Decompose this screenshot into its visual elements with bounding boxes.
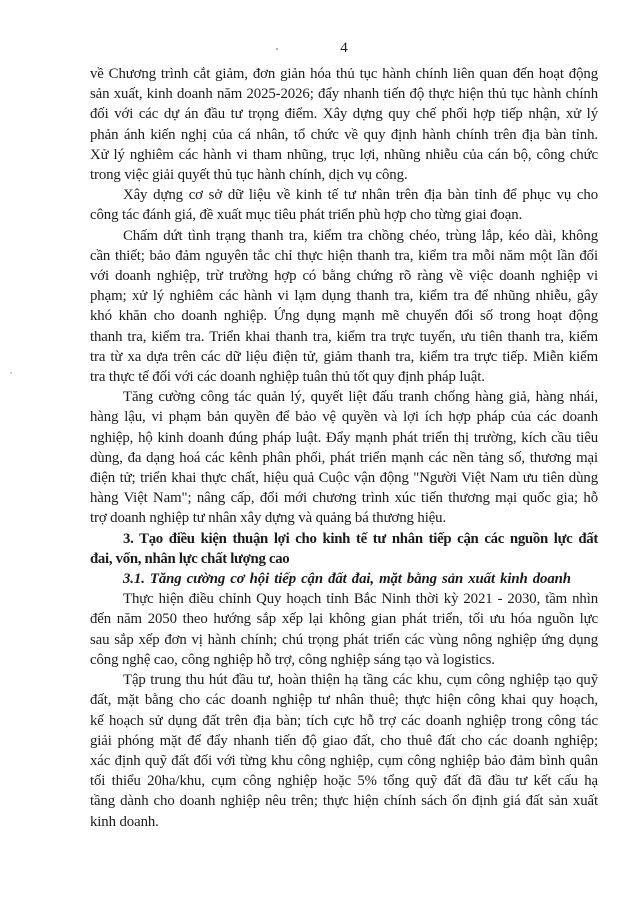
paragraph <box>90 589 598 670</box>
text-line: công nghệ cao, công nghiệp hỗ trợ, công nghiệp sáng tạo và logistics. <box>90 651 495 668</box>
text-line: tối thiểu 20ha/khu, cụm công nghiệp hoặc 5% tổng quỹ đất đã đầu tư kết cấu hạ <box>90 773 598 790</box>
text-line: đất, mặt bằng cho các doanh nghiệp tư nhân thuê; thực hiện công khai quy hoạch, <box>90 692 598 709</box>
text-line: trợ doanh nghiệp tư nhân xây dựng và quảng bá thương hiệu. <box>90 510 447 527</box>
text-line: điện tử; triển khai thực chất, hiệu quả Cuộc vận động "Người Việt Nam ưu tiên dùng <box>90 470 598 487</box>
text-line: Tập trung thu hút đầu tư, hoàn thiện hạ tầng các khu, cụm công nghiệp tạo quỹ <box>123 672 598 689</box>
text-line: công tác đánh giá, đề xuất mục tiêu phát triển phù hợp cho từng giai đoạn. <box>90 207 523 224</box>
text-line: kinh doanh. <box>90 813 159 830</box>
text-line: tra từ xa dựa trên các dữ liệu điện tử, giảm thanh tra, kiểm tra trực tiếp. Miễn kiểm <box>90 348 598 365</box>
text-line: hàng lậu, vi phạm bản quyền để bảo vệ quyền và lợi ích hợp pháp của các doanh <box>90 409 598 426</box>
text-line: trong việc giải quyết thủ tục hành chính, dịch vụ công. <box>90 167 408 184</box>
text-line: 3. Tạo điều kiện thuận lợi cho kinh tế tư nhân tiếp cận các nguồn lực đất <box>123 530 598 547</box>
text-line: về Chương trình cắt giảm, đơn giản hóa thủ tục hành chính liên quan đến hoạt động <box>90 66 598 82</box>
paragraph <box>90 226 598 388</box>
text-line: Chấm dứt tình trạng thanh tra, kiểm tra chồng chéo, trùng lắp, kéo dài, không <box>123 227 598 244</box>
text-line: phản ánh kiến nghị của cá nhân, tổ chức về quy định hành chính trên địa bàn tỉnh. <box>90 126 598 143</box>
paragraph <box>90 64 598 185</box>
text-line: xác định quỹ đất đối với từng khu công nghiệp, cụm công nghiệp bảo đảm bình quân <box>90 752 598 769</box>
text-line: nghiệp, hộ kinh doanh đúng pháp luật. Đẩy mạnh phát triển thị trường, kích cầu tiêu <box>90 429 598 446</box>
text-line: khó khăn cho doanh nghiệp. Ứng dụng mạnh mẽ chuyển đổi số trong hoạt động <box>90 308 598 325</box>
text-line: 3.1. Tăng cường cơ hội tiếp cận đất đai, mặt bằng sản xuất kinh doanh <box>123 571 571 588</box>
subsection-heading <box>90 569 598 589</box>
paragraph <box>90 670 598 832</box>
document-body <box>90 64 598 832</box>
scan-artifact-dot <box>10 372 12 374</box>
text-line: sản xuất, kinh doanh năm 2025-2026; đẩy nhanh tiến độ thực hiện thủ tục hành chính <box>90 86 598 103</box>
text-line: với doanh nghiệp, trừ trường hợp có bằng chứng rõ ràng về việc doanh nghiệp vi <box>90 268 598 285</box>
text-line: phạm; xử lý nghiêm các hành vi lạm dụng thanh tra, kiểm tra để nhũng nhiễu, gây <box>90 288 598 305</box>
text-line: Xây dựng cơ sở dữ liệu về kinh tế tư nhân trên địa bàn tỉnh để phục vụ cho <box>123 187 598 204</box>
text-line: Thực hiện điều chỉnh Quy hoạch tỉnh Bắc Ninh thời kỳ 2021 - 2030, tầm nhìn <box>123 591 598 608</box>
text-line: Xử lý nghiêm các hành vi tham nhũng, trục lợi, nhũng nhiễu của cán bộ, công chức <box>90 146 598 163</box>
scan-artifact-dot <box>276 48 278 50</box>
text-line: giải phóng mặt để đẩy nhanh tiến độ giao đất, cho thuê đất cho các doanh nghiệp; <box>90 732 598 749</box>
text-line: tầng dành cho doanh nghiệp nêu trên; thực hiện chính sách ổn định giá đất sản xuất <box>90 793 598 810</box>
page-number: 4 <box>340 40 348 56</box>
paragraph <box>90 185 598 225</box>
text-line: thanh tra, kiểm tra. Triển khai thanh tra, kiểm tra trực tuyến, ưu tiên thanh tra, kiểm <box>90 328 598 345</box>
text-line: tra thực tế đối với các doanh nghiệp tuân thủ tốt quy định pháp luật. <box>90 369 485 386</box>
text-line: đối với các dự án đầu tư trọng điểm. Xây dựng quy chế phối hợp tiếp nhận, xử lý <box>90 106 598 123</box>
text-line: Tăng cường công tác quản lý, quyết liệt đấu tranh chống hàng giả, hàng nhái, <box>123 389 598 406</box>
text-line: hàng Việt Nam"; nâng cấp, đổi mới chương trình xúc tiến thương mại quốc gia; hỗ <box>90 490 598 507</box>
text-line: cần thiết; bảo đảm nguyên tắc chỉ thực hiện thanh tra, kiểm tra mỗi năm một lần đối <box>90 247 598 264</box>
text-line: đến năm 2050 theo hướng sắp xếp lại không gian phát triển, tối ưu hóa nguồn lực <box>90 611 598 628</box>
section-heading <box>90 529 598 569</box>
text-line: đai, vốn, nhân lực chất lượng cao <box>90 550 290 567</box>
text-line: dùng, đa dạng hoá các kênh phân phối, phát triển mạnh các nền tảng số, thương mại <box>90 449 598 466</box>
text-line: kế hoạch sử dụng đất trên địa bàn; tích cực hỗ trợ các doanh nghiệp trong công tác <box>90 712 598 729</box>
text-line: sau sắp xếp đơn vị hành chính; chú trọng phát triển các vùng nông nghiệp ứng dụng <box>90 631 598 648</box>
paragraph <box>90 387 598 528</box>
